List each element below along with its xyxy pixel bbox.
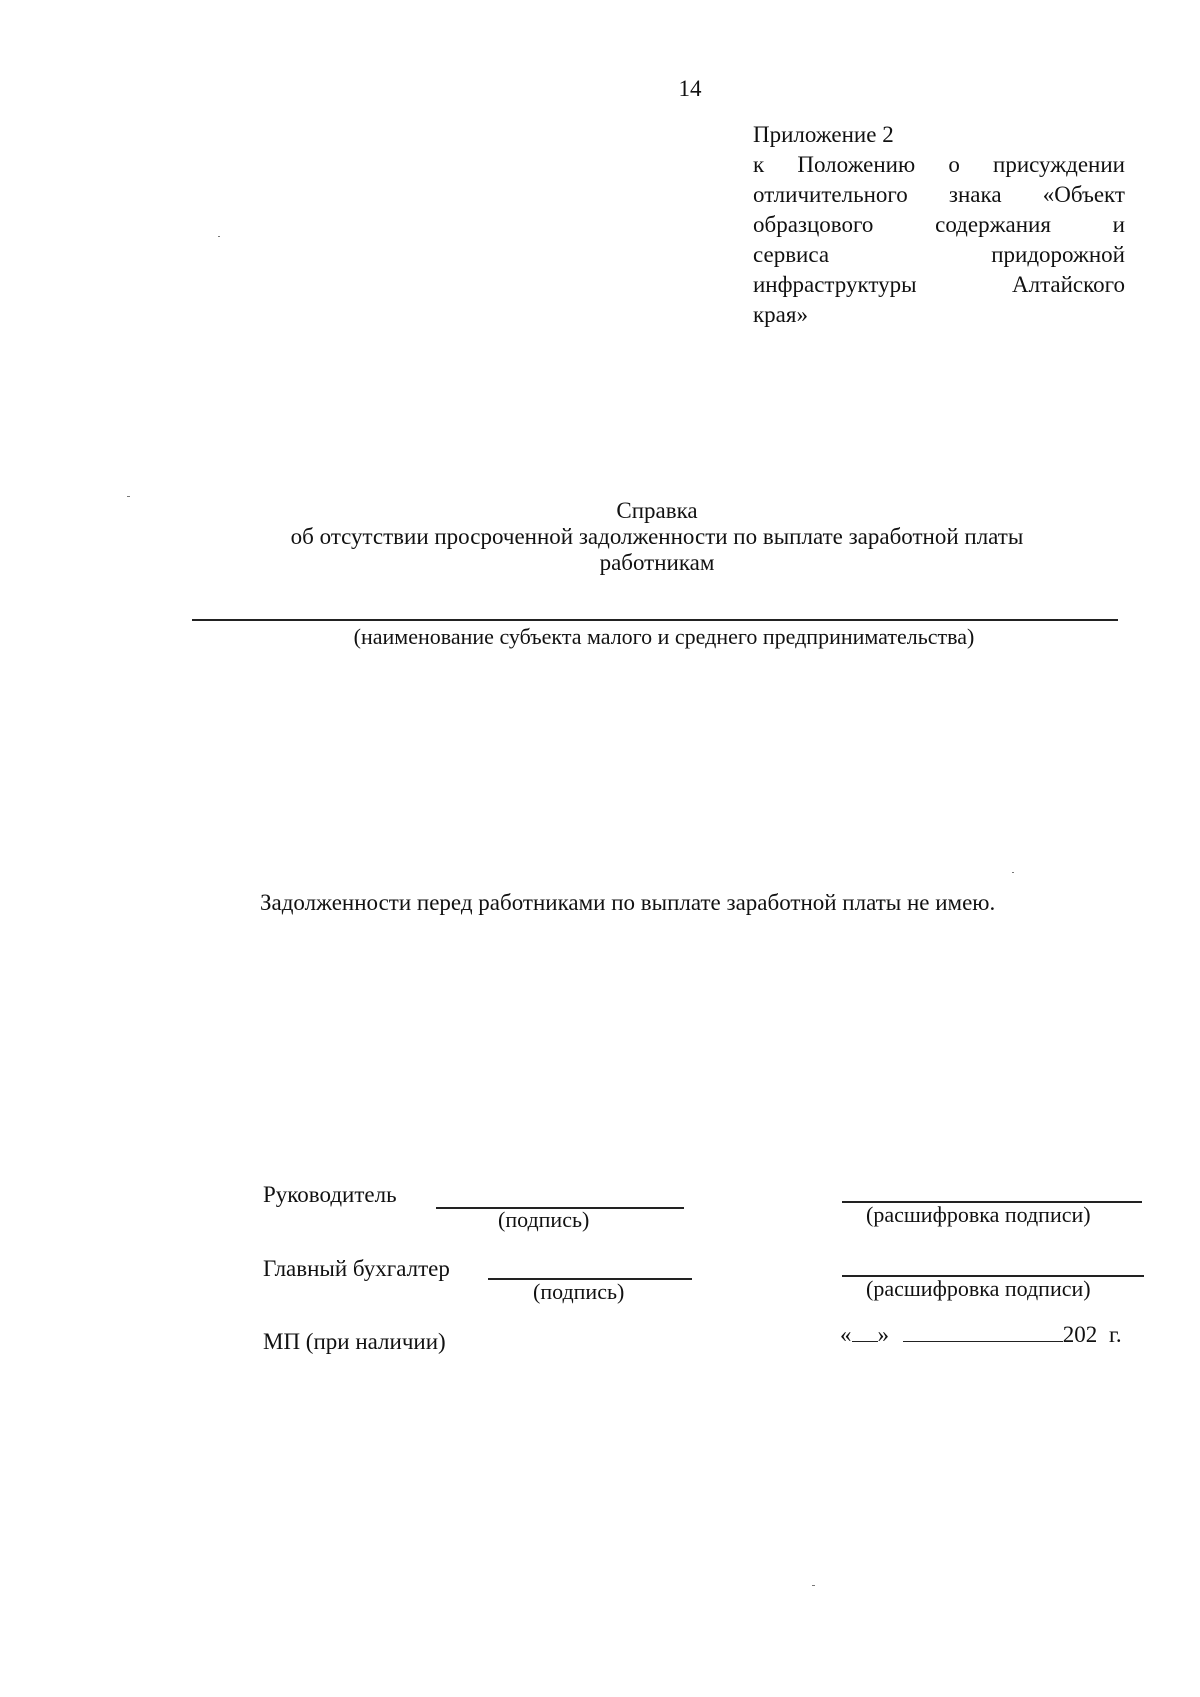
appendix-word: инфраструктуры xyxy=(753,272,917,297)
date-field xyxy=(840,1322,1122,1348)
scan-speck xyxy=(1012,872,1014,873)
date-suffix: г. xyxy=(1109,1322,1122,1347)
appendix-line xyxy=(753,240,1125,270)
appendix-line xyxy=(753,270,1125,300)
appendix-word: Алтайского xyxy=(1011,272,1125,297)
appendix-word: края» xyxy=(753,302,808,327)
stamp-label: МП (при наличии) xyxy=(263,1329,446,1354)
title-line-2: об отсутствии просроченной задолженности по выплате заработной платы xyxy=(290,524,1024,549)
appendix-word: к xyxy=(753,152,765,177)
accountant-decode-caption: (расшифровка подписи) xyxy=(866,1276,1091,1301)
appendix-line xyxy=(753,120,1125,150)
appendix-word: Приложение 2 xyxy=(753,122,894,147)
appendix-word: образцового xyxy=(753,212,874,237)
date-close-quote: » xyxy=(877,1322,889,1347)
accountant-signature-caption: (подпись) xyxy=(533,1279,625,1304)
director-label: Руководитель xyxy=(263,1182,397,1207)
appendix-word: и xyxy=(1112,212,1125,237)
scan-speck xyxy=(812,1585,815,1586)
entity-name-caption: (наименование субъекта малого и среднего предпринимательства) xyxy=(353,624,975,649)
date-month-blank xyxy=(903,1323,1063,1342)
appendix-line xyxy=(753,300,1125,330)
appendix-reference xyxy=(753,120,1125,330)
director-decode-caption: (расшифровка подписи) xyxy=(866,1202,1091,1227)
date-day-blank xyxy=(852,1323,878,1342)
appendix-word: о xyxy=(948,152,960,177)
appendix-word: отличительного xyxy=(753,182,908,207)
appendix-word: придорожной xyxy=(991,242,1125,267)
title-heading: Справка xyxy=(616,498,698,523)
appendix-word: сервиса xyxy=(753,242,830,267)
scan-speck xyxy=(127,496,130,497)
appendix-word: присуждении xyxy=(993,152,1125,177)
appendix-line xyxy=(753,210,1125,240)
scan-speck xyxy=(218,236,220,237)
date-open-quote: « xyxy=(840,1322,852,1347)
accountant-label: Главный бухгалтер xyxy=(263,1256,450,1281)
entity-name-line xyxy=(192,619,1118,621)
date-year: 202 xyxy=(1062,1322,1098,1347)
appendix-word: Положению xyxy=(797,152,916,177)
appendix-word: «Объект xyxy=(1042,182,1125,207)
appendix-line xyxy=(753,180,1125,210)
appendix-word: знака xyxy=(948,182,1002,207)
document-title xyxy=(0,498,1200,576)
appendix-line xyxy=(753,150,1125,180)
title-line-3: работникам xyxy=(599,550,715,575)
appendix-word: содержания xyxy=(935,212,1051,237)
page-number: 14 xyxy=(678,76,702,101)
director-signature-caption: (подпись) xyxy=(498,1207,590,1232)
statement-text: Задолженности перед работниками по выплате заработной платы не имею. xyxy=(260,890,996,915)
